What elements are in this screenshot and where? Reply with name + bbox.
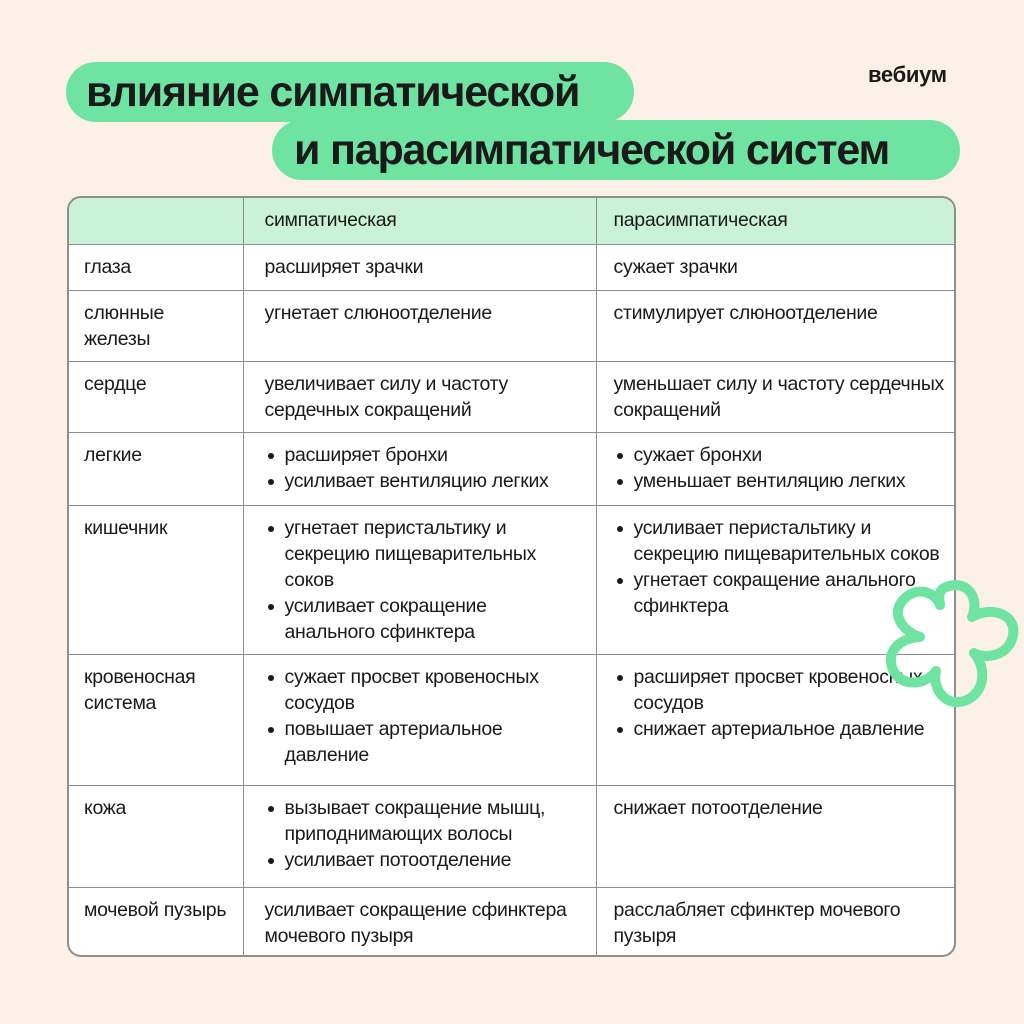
header-cell-parasympathetic: парасимпатическая	[596, 198, 956, 244]
page-title-line-2: и парасимпатической систем	[272, 120, 960, 180]
table-row	[69, 785, 956, 887]
bullet-item: расширяет бронхи	[265, 442, 582, 468]
table-row	[69, 290, 956, 361]
flower-outline-icon	[880, 575, 1024, 720]
organ-cell: кишечник	[69, 505, 243, 654]
bullet-item: усиливает потоотделение	[265, 847, 582, 873]
brand-logo: вебиум	[868, 62, 947, 87]
sympathetic-cell	[243, 361, 596, 432]
sympathetic-cell	[243, 654, 596, 785]
organ-cell: глаза	[69, 244, 243, 290]
bullet-item: уменьшает вентиляцию легких	[614, 468, 945, 494]
table-body	[69, 198, 956, 955]
parasympathetic-cell	[596, 290, 956, 361]
parasympathetic-cell	[596, 887, 956, 955]
organ-cell: кровеносная система	[69, 654, 243, 785]
table-row	[69, 505, 956, 654]
bullet-item: сужает просвет кровеносных сосудов	[265, 664, 582, 716]
sympathetic-cell	[243, 244, 596, 290]
parasympathetic-text: уменьшает силу и частоту сердечных сокращений	[613, 372, 945, 421]
parasympathetic-cell	[596, 432, 956, 505]
table-row	[69, 244, 956, 290]
sympathetic-cell	[243, 785, 596, 887]
sympathetic-text: угнетает слюноотделение	[264, 301, 492, 324]
parasympathetic-text: расслабляет сфинктер мочевого пузыря	[613, 898, 901, 947]
bullet-item: усиливает сокращение анального сфинктера	[265, 593, 582, 645]
sympathetic-bullet-list	[265, 795, 582, 873]
organ-cell: слюнные железы	[69, 290, 243, 361]
page-title-line-1: влияние симпатической	[66, 62, 634, 122]
table-header-row	[69, 198, 956, 244]
bullet-item: расширяет просвет кровеносных сосудов	[614, 664, 945, 716]
table-row	[69, 654, 956, 785]
comparison-table	[67, 196, 956, 957]
organ-cell: сердце	[69, 361, 243, 432]
sympathetic-cell	[243, 887, 596, 955]
bullet-item: усиливает перистальтику и секрецию пищеварительных соков	[614, 515, 945, 567]
sympathetic-bullet-list	[265, 515, 582, 645]
bullet-item: угнетает перистальтику и секрецию пищеварительных соков	[265, 515, 582, 593]
organ-cell: мочевой пузырь	[69, 887, 243, 955]
bullet-item: угнетает сокращение анального сфинктера	[614, 567, 945, 619]
bullet-item: вызывает сокращение мышц, приподнимающих волосы	[265, 795, 582, 847]
bullet-item: усиливает вентиляцию легких	[265, 468, 582, 494]
table-row	[69, 361, 956, 432]
table-row	[69, 887, 956, 955]
bullet-item: снижает артериальное давление	[614, 716, 945, 742]
sympathetic-cell	[243, 432, 596, 505]
parasympathetic-cell	[596, 361, 956, 432]
parasympathetic-bullet-list	[614, 442, 945, 494]
sympathetic-text: усиливает сокращение сфинктера мочевого пузыря	[264, 898, 567, 947]
sympathetic-cell	[243, 505, 596, 654]
bullet-item: повышает артериальное давление	[265, 716, 582, 768]
sympathetic-bullet-list	[265, 664, 582, 768]
sympathetic-cell	[243, 290, 596, 361]
header-cell-sympathetic: симпатическая	[243, 198, 596, 244]
parasympathetic-text: снижает потоотделение	[613, 796, 823, 819]
sympathetic-text: расширяет зрачки	[264, 255, 424, 278]
table-row	[69, 432, 956, 505]
bullet-item: сужает бронхи	[614, 442, 945, 468]
parasympathetic-cell	[596, 244, 956, 290]
header-cell-empty	[69, 198, 243, 244]
parasympathetic-text: сужает зрачки	[613, 255, 738, 278]
sympathetic-text: увеличивает силу и частоту сердечных сокращений	[264, 372, 508, 421]
organ-cell: легкие	[69, 432, 243, 505]
parasympathetic-cell	[596, 785, 956, 887]
parasympathetic-text: стимулирует слюноотделение	[613, 301, 878, 324]
sympathetic-bullet-list	[265, 442, 582, 494]
organ-cell: кожа	[69, 785, 243, 887]
